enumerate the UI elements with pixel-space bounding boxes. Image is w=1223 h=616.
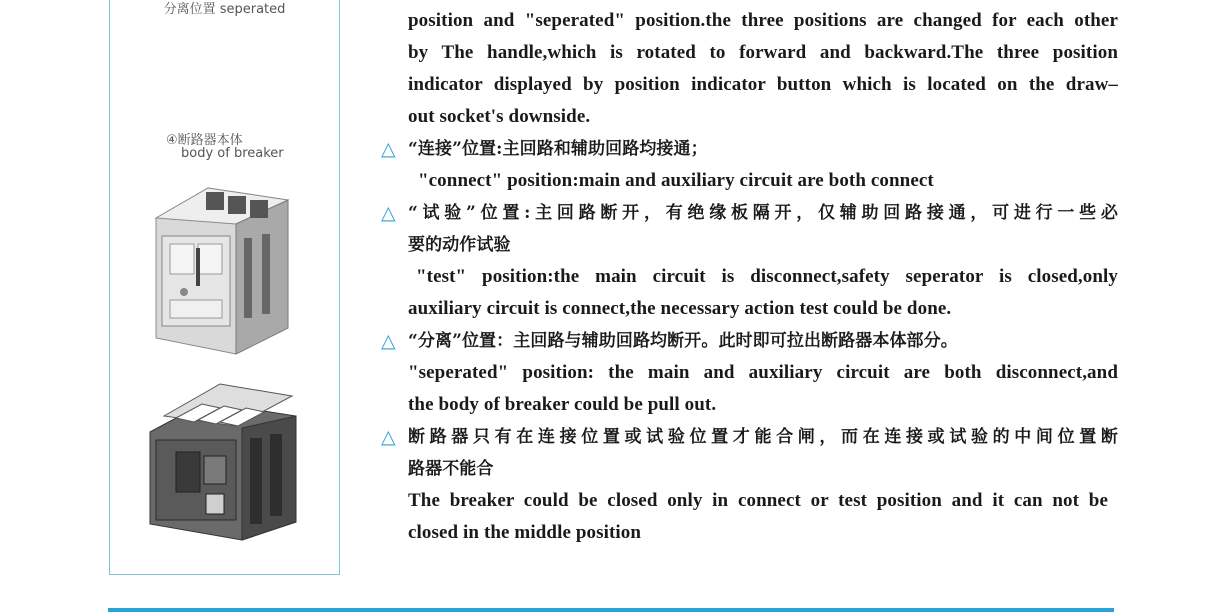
bullet-seperated-en: "seperated" position: the main and auxiliary circuit are both disconnect,and [408,362,1118,383]
breaker-body-illustration [146,382,306,542]
caption-body-cn: ④断路器本体 [166,133,243,148]
bullet-test-en: "test" position:the main circuit is disconnect,safety seperator is closed,only [416,266,1118,287]
breaker-socket-illustration [148,178,308,358]
bullet-closing-en-2: closed in the middle position [408,522,642,543]
bullet-connect-en: "connect" position:main and auxiliary circuit are both connect [418,170,934,191]
bottom-divider [108,608,1114,612]
triangle-outline-icon: △ [381,330,396,352]
para-line: position and "seperated" position.the three positions are changed for each other [408,10,1118,31]
para-line: out socket's downside. [408,106,591,127]
triangle-outline-icon: △ [381,138,396,160]
para-line: indicator displayed by position indicator button which is located on the draw– [408,74,1118,95]
para-line: by The handle,which is rotated to forward and backward.The three position [408,42,1118,63]
illustration-panel [109,0,340,575]
bullet-seperated-en-2: the body of breaker could be pull out. [408,394,717,415]
bullet-seperated-cn: “分离”位置：主回路与辅助回路均断开。此时即可拉出断路器本体部分。 [408,331,958,351]
bullet-closing-en: The breaker could be closed only in connect or test position and it can not be [408,490,1108,511]
caption-seperated: 分离位置 seperated [163,2,286,17]
triangle-outline-icon: △ [381,426,396,448]
bullet-test-en-2: auxiliary circuit is connect,the necessary action test could be done. [408,298,952,319]
caption-body-en: body of breaker [181,146,284,161]
bullet-test-cn-2: 要的动作试验 [408,235,511,255]
bullet-closing-cn-2: 路器不能合 [408,459,494,479]
bullet-test-cn: “试验”位置:主回路断开，有绝缘板隔开，仅辅助回路接通，可进行一些必 [408,203,1118,223]
bullet-closing-cn: 断路器只有在连接位置或试验位置才能合闸，而在连接或试验的中间位置断 [408,427,1118,447]
bullet-connect-cn: “连接”位置:主回路和辅助回路均接通； [408,139,708,159]
triangle-outline-icon: △ [381,202,396,224]
